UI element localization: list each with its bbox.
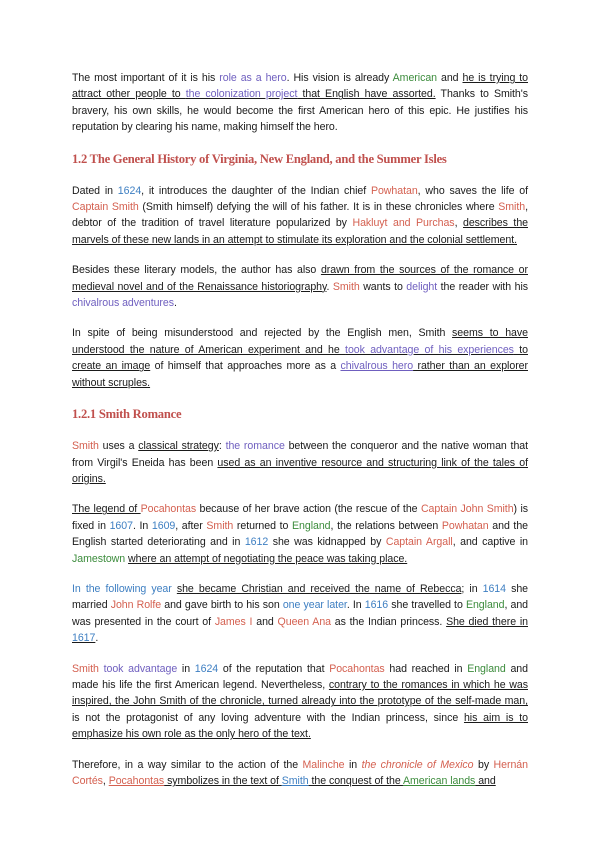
- underline-describes-marvels: describes the marvels of these new lands in an attempt to stimulate its exploration and the colonial settlement.: [72, 217, 528, 246]
- paragraph-literary-models: Besides these literary models, the author has also drawn from the sources of the romance or medieval novel and of the Renaissance historiography. Smith wants to delight the reader with his chivalrous adventures.: [72, 264, 528, 310]
- name-malinche: Malinche: [302, 758, 345, 771]
- paragraph-dated-1624: Dated in 1624, it introduces the daughter of the Indian chief Powhatan, who saves the life of Captain Smith (Smith himself) defying the will of his father. It is in these chronicles where Smith, debtor of the tradition of travel literature popularized by Hakluyt and Purchas, describes the marvels of these new lands in an attempt to stimulate its exploration and the colonial settlement.: [72, 184, 528, 246]
- name-smith: Smith: [72, 662, 99, 675]
- date-1617: 1617: [72, 632, 96, 645]
- underline-self-made-man: contrary to the romances in which he was inspired, the John Smith of the chronicle, turned already into the prototype of the self-made man,: [72, 678, 528, 708]
- underline-conquest: the conquest of the: [308, 775, 403, 787]
- name-hakluyt-purchas: Hakluyt and Purchas: [352, 217, 455, 230]
- underline-only-hero: his aim is to emphasize his own role as the only hero of the text.: [72, 711, 528, 741]
- paragraph-legend-pocahontas: The legend of Pocahontas because of her brave action (the rescue of the Captain John Smith) is fixed in 1607. In 1609, after Smith returned to England, the relations between Powhatan and the English started deteriorating and in 1612 she was kidnapped by Captain Argall, and captive in Jamestown where an attempt of negotiating the peace was taking place.: [72, 503, 529, 565]
- highlight-the-romance: the romance: [225, 440, 285, 453]
- place-jamestown: Jamestown: [72, 552, 126, 565]
- highlight-took-advantage: took advantage: [103, 662, 178, 675]
- underline-inventive-resource: used as an inventive resource and structuring link of the tales of origins.: [72, 456, 528, 485]
- date-1612: 1612: [244, 536, 269, 549]
- date-1614: 1614: [482, 582, 506, 595]
- name-smith: Smith: [332, 280, 360, 293]
- name-smith: Smith: [281, 775, 309, 787]
- highlight-role-as-hero: role as a hero: [219, 72, 287, 84]
- underline-legend-of: The legend of: [72, 503, 141, 516]
- underline-attract-people: he is trying to attract other people to the colonization project that English have assorted.: [72, 72, 528, 101]
- place-england: England: [467, 662, 506, 675]
- paragraph-classical-strategy: Smith uses a classical strategy: the romance between the conqueror and the native woman that from Virgil's Eneida has been used as an inventive resource and structuring link of the tales of origins.: [72, 440, 529, 485]
- document-body: [72, 70, 528, 803]
- paragraph-role-as-hero: The most important of it is his role as a hero. His vision is already American and he is trying to attract other people to the colonization project that English have assorted. Thanks to Smith's bravery, his own skills, he would become the first American hero of this epic. He justifies his reputation by clearing his name, making himself the hero.: [72, 72, 528, 134]
- paragraph-following-year: In the following year she became Christian and received the name of Rebecca; in 1614 she married John Rolfe and gave birth to his son one year later. In 1616 she travelled to England, and was presented in the court of James I and Queen Ana as the Indian princess. She died there in 1617.: [72, 582, 529, 645]
- name-pocahontas: Pocahontas: [140, 503, 197, 516]
- name-pocahontas: Pocahontas: [108, 775, 165, 787]
- highlight-colonization-project: the colonization project: [185, 88, 298, 101]
- name-captain-smith: Captain Smith: [72, 201, 139, 214]
- name-queen-ana: Queen Ana: [277, 615, 331, 628]
- name-smith: Smith: [206, 519, 234, 532]
- underline-classical-strategy: classical strategy: [138, 440, 219, 453]
- name-powhatan: Powhatan: [370, 184, 418, 197]
- name-pocahontas: Pocahontas: [329, 662, 385, 675]
- date-one-year-later: one year later: [282, 599, 347, 612]
- highlight-american: American: [392, 72, 438, 84]
- highlight-delight: delight: [406, 280, 438, 293]
- underline-became-christian: she became Christian and received the name of Rebecca: [176, 582, 462, 595]
- date-1624: 1624: [194, 662, 219, 675]
- title-chronicle-of-mexico: the chronicle of Mexico: [361, 758, 474, 771]
- date-1609: 1609: [151, 519, 176, 532]
- underline-understood-nature: seems to have understood the nature of American experiment and he took advantage of his experiences to create an image: [72, 327, 528, 373]
- underline-negotiating-peace: where an attempt of negotiating the peace was taking place.: [128, 552, 408, 565]
- underline-died-there: She died there in 1617: [72, 615, 528, 645]
- highlight-chivalrous-adventures: chivalrous adventures: [72, 297, 175, 310]
- name-hernan-cortes: Hernán Cortés: [72, 758, 528, 787]
- highlight-chivalrous-hero: chivalrous hero: [340, 360, 414, 373]
- date-1624: 1624: [117, 184, 142, 197]
- highlight-took-advantage-experiences: took advantage of his experiences: [345, 343, 514, 356]
- name-smith: Smith: [498, 201, 526, 214]
- name-john-rolfe: John Rolfe: [110, 599, 162, 612]
- place-american-lands: American lands: [402, 775, 476, 787]
- name-james-i: James I: [214, 615, 253, 628]
- paragraph-took-advantage: Smith took advantage in 1624 of the reputation that Pocahontas had reached in England and made his life the first American legend. Nevertheless, contrary to the romances in which he was inspired, the John Smith of the chronicle, turned already into the prototype of the self-made man, is not the protagonist of any loving adventure with the Indian princess, since his aim is to emphasize his own role as the only hero of the text.: [72, 662, 528, 741]
- underline-explorer-without-scruples: rather than an explorer without scruples.: [72, 360, 528, 389]
- underline-symbolizes: symbolizes in the text of: [164, 775, 282, 787]
- date-1616: 1616: [364, 599, 389, 612]
- date-following-year: In the following year: [72, 582, 172, 595]
- name-smith: Smith: [72, 440, 99, 453]
- name-powhatan: Powhatan: [441, 519, 489, 532]
- paragraph-malinche: Therefore, in a way similar to the action of the Malinche in the chronicle of Mexico by Hernán Cortés, Pocahontas symbolizes in the text of Smith the conquest of the American lands and: [72, 758, 528, 787]
- place-england: England: [292, 519, 331, 532]
- date-1607: 1607: [109, 519, 133, 532]
- underline-and: and: [475, 775, 496, 787]
- underline-sources-romance: drawn from the sources of the romance or medieval novel and of the Renaissance historiography: [72, 264, 528, 293]
- section-heading-general-history: 1.2 The General History of Virginia, New England, and the Summer Isles: [72, 151, 447, 166]
- name-captain-argall: Captain Argall: [385, 536, 453, 549]
- section-heading-smith-romance: 1.2.1 Smith Romance: [72, 407, 182, 422]
- place-england: England: [465, 599, 505, 612]
- name-captain-john-smith: Captain John Smith: [420, 503, 514, 516]
- paragraph-misunderstood: In spite of being misunderstood and rejected by the English men, Smith seems to have understood the nature of American experiment and he took advantage of his experiences to create an image of himself that approaches more as a chivalrous hero rather than an explorer without scruples.: [72, 327, 528, 389]
